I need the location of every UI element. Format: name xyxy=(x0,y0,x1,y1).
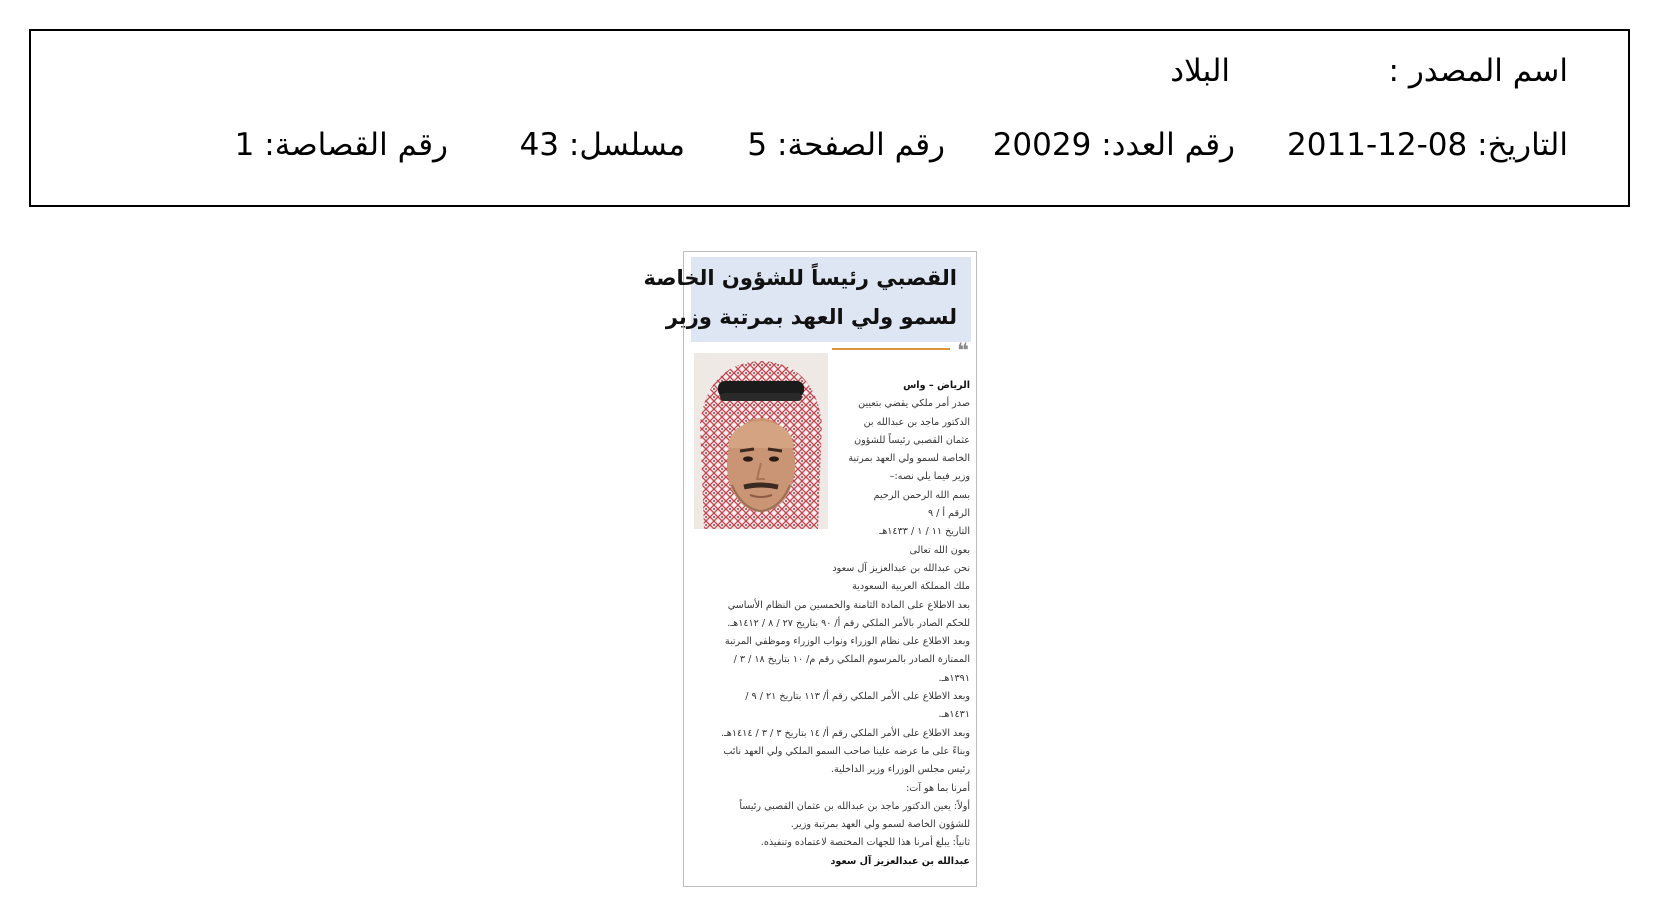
body-line: ١٤٣١هـ. xyxy=(938,709,970,721)
headline-line-1: القصبي رئيساً للشؤون الخاصة xyxy=(643,266,957,290)
body-line: ١٣٩١هـ. xyxy=(938,672,970,684)
date-field xyxy=(1287,125,1568,165)
page-value: 5 xyxy=(747,127,768,163)
quote-mark-icon: ❝ xyxy=(957,338,969,362)
header-box xyxy=(29,29,1630,207)
body-line: وبعد الاطلاع على نظام الوزراء ونواب الوزراء وموظفي المرتبة xyxy=(724,636,970,648)
serial-label: مسلسل: xyxy=(568,127,685,163)
clip-field xyxy=(235,125,448,165)
issue-field xyxy=(993,125,1235,165)
dateline: الرياض – واس xyxy=(903,380,970,391)
body-line: الدكتور ماجد بن عبدالله بن xyxy=(863,416,970,428)
body-line: للشؤون الخاصة لسمو ولي العهد بمرتبة وزير. xyxy=(790,819,970,831)
newspaper-clipping xyxy=(643,251,977,887)
headline-line-2: لسمو ولي العهد بمرتبة وزير xyxy=(665,305,957,329)
body-line: صدر أمر ملكي يقضي بتعيين xyxy=(858,398,970,410)
body-line: أولاً: يعين الدكتور ماجد بن عبدالله بن عثمان القصبي رئيساً xyxy=(739,800,970,812)
body-line: وبعد الاطلاع على الأمر الملكي رقم أ/ ١١٣ بتاريخ ٢١ / ٩ / xyxy=(745,691,970,703)
issue-value: 20029 xyxy=(992,127,1092,163)
body-line: وبعد الاطلاع على الأمر الملكي رقم أ/ ١٤ بتاريخ ٣ / ٣ / ١٤١٤هـ. xyxy=(720,727,970,739)
article-body xyxy=(690,377,970,871)
body-line: ملك المملكة العربية السعودية xyxy=(852,581,970,593)
body-line: نحن عبدالله بن عبدالعزيز آل سعود xyxy=(832,562,970,574)
body-line: بعد الاطلاع على المادة الثامنة والخمسين من النظام الأساسي xyxy=(727,599,970,611)
issue-label: رقم العدد: xyxy=(1101,127,1235,163)
serial-field xyxy=(520,125,685,165)
page-label: رقم الصفحة: xyxy=(777,127,945,163)
body-line: أمرنا بما هو آت: xyxy=(906,782,970,794)
signature: عبدالله بن عبدالعزيز آل سعود xyxy=(830,855,970,867)
body-line: بعون الله تعالى xyxy=(909,544,970,556)
serial-value: 43 xyxy=(519,127,560,163)
body-line: الرقم أ / ٩ xyxy=(927,508,970,520)
body-line: بسم الله الرحمن الرحيم xyxy=(873,489,970,501)
clip-label: رقم القصاصة: xyxy=(264,127,448,163)
page-field xyxy=(747,125,945,165)
date-label: التاريخ: xyxy=(1477,127,1568,163)
body-line: وزير فيما يلي نصه:– xyxy=(889,471,970,483)
body-line: ثانياً: يبلغ أمرنا هذا للجهات المختصة لاعتماده وتنفيذه. xyxy=(760,837,970,849)
body-line: رئيس مجلس الوزراء وزير الداخلية. xyxy=(830,764,970,776)
body-line: عثمان القصبي رئيساً للشؤون xyxy=(854,434,970,446)
date-value: 2011-12-08 xyxy=(1287,127,1468,163)
body-line: الخاصة لسمو ولي العهد بمرتبة xyxy=(848,453,970,465)
clip-value: 1 xyxy=(234,127,255,163)
body-line: التاريخ ١١ / ١ / ١٤٣٣هـ xyxy=(879,526,970,538)
source-label: اسم المصدر : xyxy=(1388,53,1568,89)
body-line: الممتازة الصادر بالمرسوم الملكي رقم م/ ١٠ بتاريخ ١٨ / ٣ / xyxy=(733,654,970,666)
headline-box xyxy=(643,257,971,342)
divider xyxy=(832,348,950,350)
body-line: وبناءً على ما عرضه علينا صاحب السمو الملكي ولي العهد نائب xyxy=(723,745,970,757)
source-value: البلاد xyxy=(1170,53,1230,89)
body-line: للحكم الصادر بالأمر الملكي رقم أ/ ٩٠ بتاريخ ٢٧ / ٨ / ١٤١٢هـ. xyxy=(727,617,970,629)
